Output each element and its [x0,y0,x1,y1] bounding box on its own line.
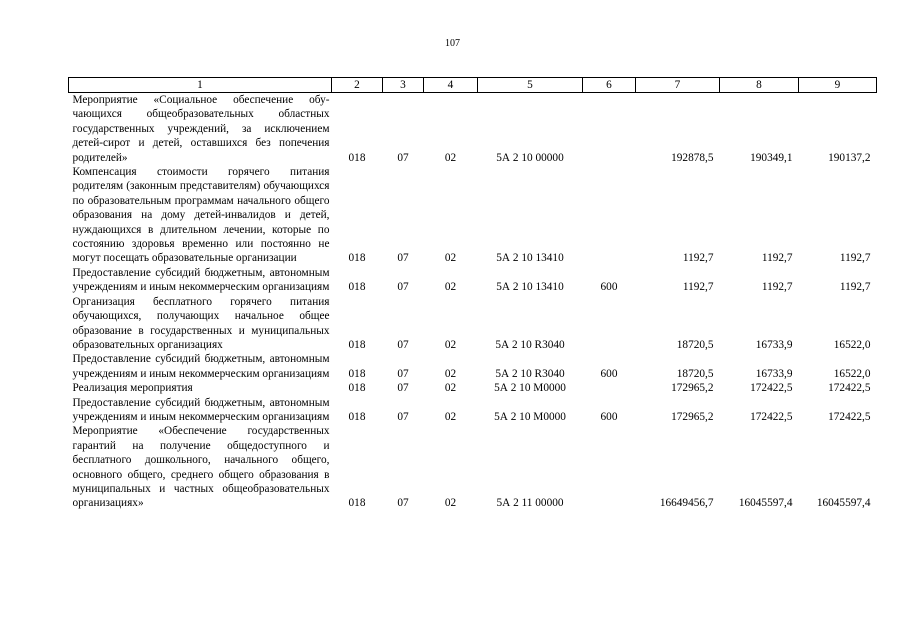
row-name: Реализация мероприятия [72,382,193,395]
table-body [69,93,877,511]
row-amount-1: 18720,5 [676,367,714,380]
row-ministry-code: 018 [348,497,366,510]
row-name: Предоставление субсидий бюджетным, автономным учреждениям и иным некоммерческим организациям [72,353,330,380]
row-target-article: 5А 2 11 00000 [496,497,564,510]
row-amount-2: 16733,9 [755,367,793,380]
row-target-article: 5А 2 10 00000 [496,151,564,164]
row-expense-type [583,424,636,510]
row-expense-type [583,381,636,395]
row-name: Мероприятие «Социальное обеспечение обучающихся общеобразовательных областных государственных учреждений, за исключением детей-сирот и детей, оставшихся без попечения родителей» [72,94,330,164]
header-col-2: 2 [332,78,383,93]
row-subsection-code: 02 [444,151,457,164]
row-subsection-code: 02 [444,281,457,294]
table-row [69,266,877,295]
table-row [69,352,877,381]
row-section-code: 07 [397,410,409,423]
row-expense-type [583,295,636,353]
row-target-article: 5А 2 10 13410 [496,281,564,294]
header-col-6: 6 [583,78,636,93]
row-amount-1: 16649456,7 [659,497,714,510]
row-amount-2: 172422,5 [750,410,793,423]
row-amount-1: 18720,5 [676,338,714,351]
table-row [69,295,877,353]
row-target-article: 5А 2 10 М0000 [494,382,566,395]
row-name: Организация бесплатного горячего питания обучающихся, получающих начальное общее образование в государственных и муниципальных образовательных организациях [72,295,330,351]
row-section-code: 07 [397,281,409,294]
row-amount-3: 16522,0 [833,338,871,351]
row-name: Предоставление субсидий бюджетным, автономным учреждениям и иным некоммерческим организациям [72,266,330,294]
row-target-article: 5А 2 10 13410 [496,252,564,265]
row-section-code: 07 [397,367,409,380]
row-amount-1: 1192,7 [682,281,714,294]
row-amount-3: 172422,5 [828,382,871,395]
row-amount-3: 172422,5 [828,410,871,423]
table-row [69,424,877,510]
row-ministry-code: 018 [348,151,366,164]
row-ministry-code: 018 [348,338,366,351]
row-amount-2: 190349,1 [750,151,793,164]
row-ministry-code: 018 [348,410,366,423]
row-amount-3: 1192,7 [839,252,871,265]
budget-table [68,77,877,511]
row-amount-1: 192878,5 [671,151,714,164]
page-number: 107 [445,38,460,49]
row-section-code: 07 [397,382,409,395]
header-col-7: 7 [636,78,720,93]
row-amount-2: 16733,9 [755,338,793,351]
row-expense-type: 600 [600,410,618,423]
row-ministry-code: 018 [348,367,366,380]
row-target-article: 5А 2 10 М0000 [494,410,566,423]
row-target-article: 5А 2 10 R3040 [495,367,565,380]
row-amount-2: 1192,7 [761,252,793,265]
header-col-3: 3 [383,78,424,93]
table-row [69,165,877,266]
table-row [69,93,877,166]
row-amount-3: 16045597,4 [816,497,871,510]
row-ministry-code: 018 [348,382,366,395]
row-subsection-code: 02 [444,382,457,395]
row-subsection-code: 02 [444,252,457,265]
row-amount-1: 1192,7 [682,252,714,265]
row-amount-3: 16522,0 [833,367,871,380]
row-amount-2: 1192,7 [761,281,793,294]
row-section-code: 07 [397,497,409,510]
row-section-code: 07 [397,151,409,164]
row-amount-1: 172965,2 [671,382,714,395]
row-subsection-code: 02 [444,338,457,351]
row-name: Предоставление субсидий бюджетным, автономным учреждениям и иным некоммерческим организациям [72,396,330,423]
row-expense-type [583,93,636,166]
row-name: Компенсация стоимости горячего питания родителям (законным представителям) обучающихся по образовательным программам начального общего образования на дому детей-инвалидов и детей, нуждающихся в длительном лечении, которые по состоянию здоровья временно или постоянно не могут посещать образовательные организации [72,166,330,265]
row-subsection-code: 02 [444,410,457,423]
table-header-row [69,78,877,93]
header-col-8: 8 [720,78,799,93]
header-col-1: 1 [69,78,332,93]
row-amount-1: 172965,2 [671,410,714,423]
row-expense-type: 600 [600,367,618,380]
row-name: Мероприятие «Обеспечение государственных гарантий на получение общедоступного и бесплатного дошкольного, начального общего, основного общего, среднего общего образования в муниципальных и частных общеобразовательных организациях» [72,425,330,510]
row-subsection-code: 02 [444,497,457,510]
table-row [69,381,877,395]
row-expense-type [583,165,636,266]
row-ministry-code: 018 [348,252,366,265]
row-section-code: 07 [397,338,409,351]
header-col-5: 5 [478,78,583,93]
row-amount-2: 172422,5 [750,382,793,395]
row-amount-3: 190137,2 [828,151,871,164]
row-amount-2: 16045597,4 [738,497,793,510]
row-target-article: 5А 2 10 R3040 [495,338,565,351]
header-col-9: 9 [799,78,877,93]
row-expense-type: 600 [600,281,618,294]
row-section-code: 07 [397,252,409,265]
row-ministry-code: 018 [348,281,366,294]
row-amount-3: 1192,7 [839,281,871,294]
row-subsection-code: 02 [444,367,457,380]
header-col-4: 4 [424,78,478,93]
table-row [69,396,877,425]
